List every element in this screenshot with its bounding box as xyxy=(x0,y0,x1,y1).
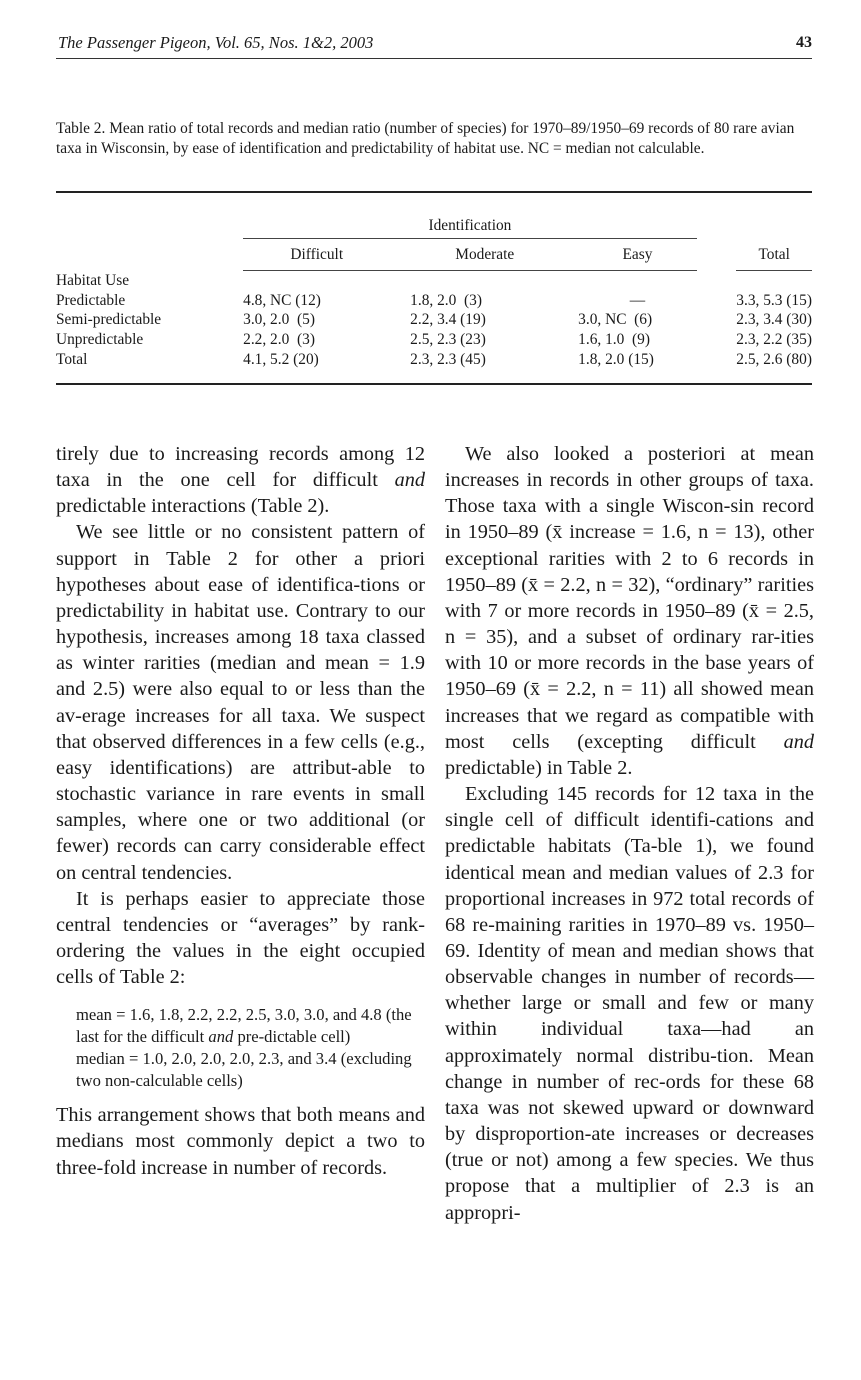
cell: 2.2, 2.0 (3) xyxy=(243,331,315,349)
cell: 3.0, 2.0 (5) xyxy=(243,311,315,329)
paragraph: Excluding 145 records for 12 taxa in the single cell of difficult identifi-cations and predictable habitats (Ta-ble 1), we found identical mean and median values of 2.3 for proportional increases in 972 total records of 68 re-maining rarities in 1970–89 vs. 1950–69. Identity of mean and median shows that observable changes in number of records—whether large or small and few or many within individual taxa—had an approximately normal distribu-tion. Mean change in number of rec-ords for these 68 taxa was not skewed upward or downward by disproportion-ate increases or decreases (true or not) among a few species. We thus propose that a multiplier of 2.3 is an appropri- xyxy=(445,783,814,1224)
italic-run: and xyxy=(394,469,425,492)
text-run: pre-dictable cell) xyxy=(233,1027,351,1047)
row-label: Unpredictable xyxy=(56,331,144,349)
paragraph: This arrangement shows that both means and medians most commonly depict a two to three-fold increase in number of records. xyxy=(56,1104,425,1179)
paragraph xyxy=(56,441,425,519)
cell: 1.8, 2.0 (15) xyxy=(578,350,654,368)
left-text-column xyxy=(56,441,425,1181)
cell: 1.8, 2.0 (3) xyxy=(410,291,482,309)
table-caption: Table 2. Mean ratio of total records and median ratio (number of species) for 1970–89/1950–69 records of 80 rare avian taxa in Wisconsin, by ease of identification and predictability of habitat use. NC = median not calculable. xyxy=(56,120,795,157)
column-header-easy: Easy xyxy=(578,239,697,271)
cell: 3.3, 5.3 (15) xyxy=(736,291,812,309)
cell: 4.8, NC (12) xyxy=(243,291,321,309)
column-header-difficult: Difficult xyxy=(243,239,390,271)
cell: 2.3, 2.3 (45) xyxy=(410,350,486,368)
cell: 2.2, 3.4 (19) xyxy=(410,311,486,329)
table-top-rule xyxy=(56,191,812,193)
cell: 1.6, 1.0 (9) xyxy=(578,331,650,349)
table-bottom-rule xyxy=(56,383,812,385)
cell: 4.1, 5.2 (20) xyxy=(243,350,319,368)
data-table xyxy=(56,214,812,370)
ranked-values-block xyxy=(76,1004,425,1092)
table-row xyxy=(56,310,812,330)
text-run: predictable interactions (Table 2). xyxy=(56,495,330,518)
cell: — xyxy=(629,291,646,309)
column-header-total: Total xyxy=(736,239,812,271)
table-row xyxy=(56,330,812,350)
journal-citation: The Passenger Pigeon, Vol. 65, Nos. 1&2, 2003 xyxy=(58,33,374,52)
cell: 2.3, 2.2 (35) xyxy=(736,331,812,349)
section-label-habitat-use: Habitat Use xyxy=(56,272,130,289)
cell: 3.0, NC (6) xyxy=(578,311,653,329)
table-row xyxy=(56,350,812,370)
paragraph: We see little or no consistent pattern of support in Table 2 for other a priori hypotheses about ease of identifica-tions or predictability in habitat use. Contrary to our hypothesis, increases among 18 taxa classed as winter rarities (median and mean = 1.9 and 2.5) were also equal to or less than the av-erage increases for all taxa. We suspect that observed differences in a few cells (e.g., easy identifications) are attribut-able to stochastic variance in rare events in small samples, where one or two additional (or fewer) records can carry considerable effect on central tendencies. xyxy=(56,521,425,884)
median-values: median = 1.0, 2.0, 2.0, 2.0, 2.3, and 3.4 (excluding two non-calculable cells) xyxy=(76,1049,412,1091)
cell: 2.5, 2.6 (80) xyxy=(736,350,812,368)
row-label: Predictable xyxy=(56,291,126,309)
page-number: 43 xyxy=(796,34,812,51)
column-header-moderate: Moderate xyxy=(410,239,559,271)
row-label: Semi-predictable xyxy=(56,311,162,329)
row-label: Total xyxy=(56,350,88,368)
running-header xyxy=(56,30,812,59)
text-run: We also looked a posteriori at mean increases in records in other groups of taxa. Those taxa with a single Wiscon-sin record in 1950–89 (x̄ increase = 1.6, n = 13), other exceptional rarities with 2 to 6 records in 1950–89 (x̄ = 2.2, n = 32), “ordinary” rarities with 7 or more records in 1950–89 (x̄ = 2.5, n = 35), and a subset of ordinary rar-ities with 10 or more records in the base years of 1950–69 (x̄ = 2.2, n = 11) all showed mean increases that we regard as compatible with most cells (excepting difficult xyxy=(445,443,814,753)
paragraph: It is perhaps easier to appreciate those central tendencies or “averages” by rank-ordering the values in the eight occupied cells of Table 2: xyxy=(56,887,425,989)
mean-values xyxy=(76,1004,425,1048)
identification-group-header: Identification xyxy=(243,214,697,239)
text-run: tirely due to increasing records among 12 taxa in the one cell for difficult xyxy=(56,443,425,492)
paragraph xyxy=(445,441,814,781)
right-text-column xyxy=(445,441,814,1226)
text-run: mean = 1.6, 1.8, 2.2, 2.2, 2.5, 3.0, 3.0, and 4.8 (the last for the difficult xyxy=(76,1005,412,1047)
cell: 2.5, 2.3 (23) xyxy=(410,331,486,349)
italic-run: and xyxy=(783,730,814,753)
italic-run: and xyxy=(208,1027,234,1047)
text-run: predictable) in Table 2. xyxy=(445,756,633,779)
table-row xyxy=(56,291,812,311)
cell: 2.3, 3.4 (30) xyxy=(736,311,812,329)
